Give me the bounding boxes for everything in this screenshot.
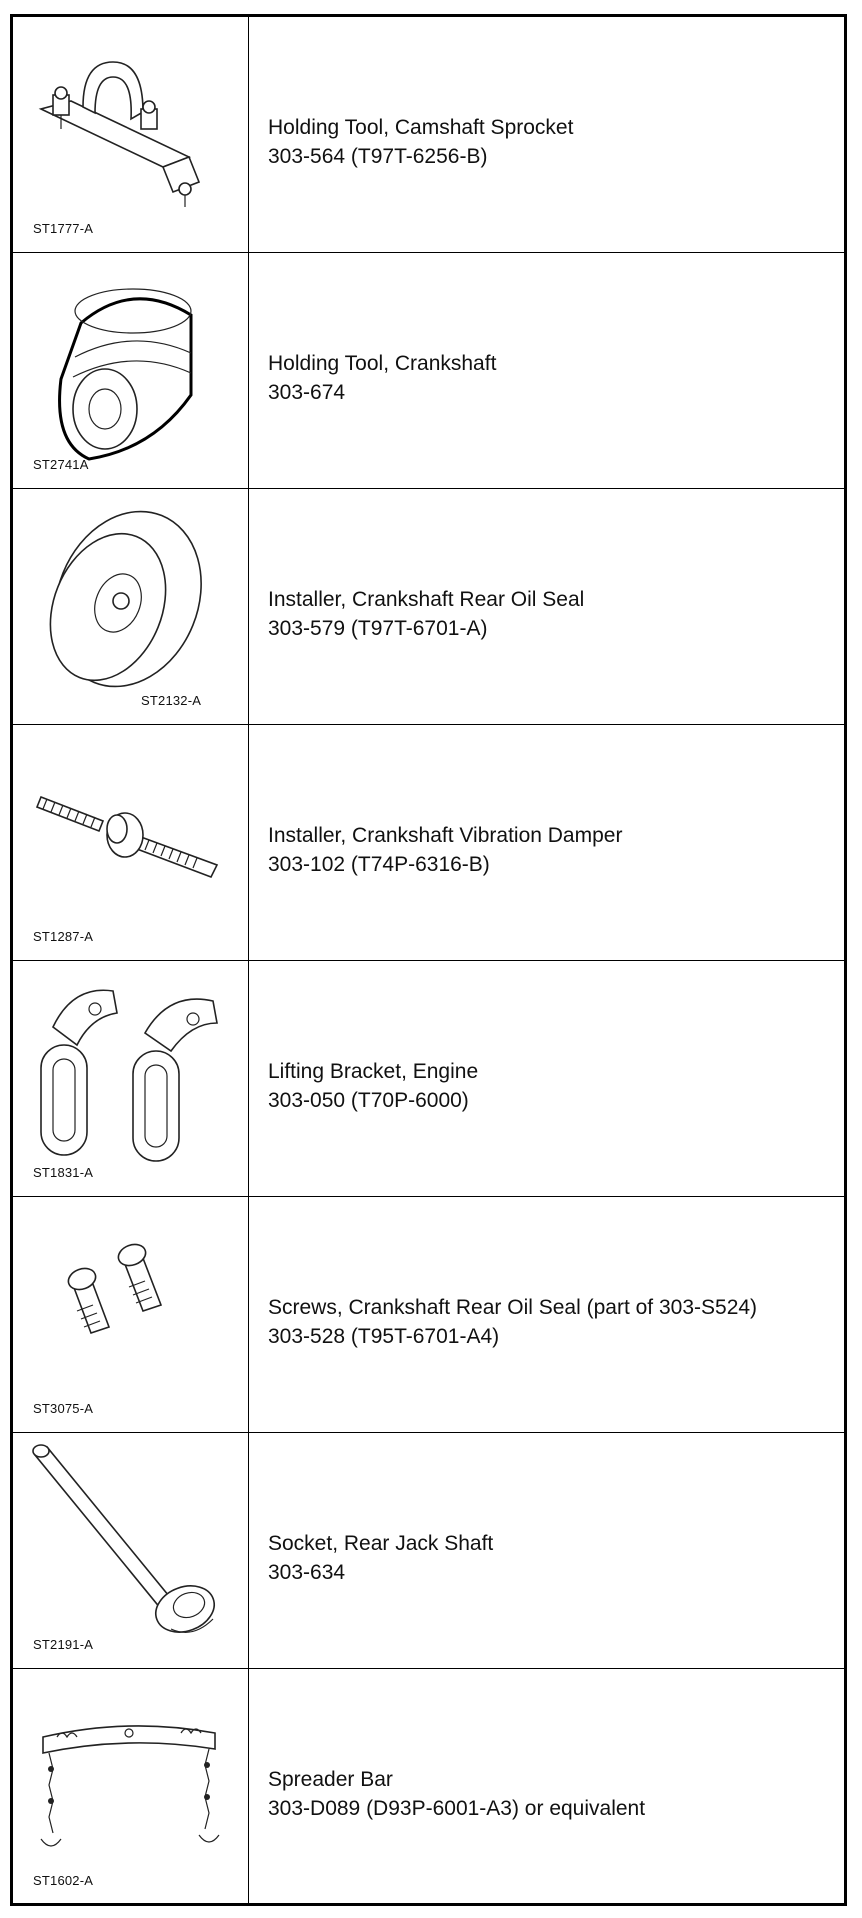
tool-name: Lifting Bracket, Engine [268,1060,479,1083]
table-row [13,253,844,489]
jack-shaft-socket-icon [13,1433,247,1667]
rear-oil-seal-installer-icon [13,489,247,723]
tool-description [268,1057,478,1115]
tool-name: Spreader Bar [268,1768,393,1791]
camshaft-sprocket-holding-tool-icon [13,17,247,251]
tool-illustration-cell [13,961,249,1196]
tool-code: ST1777-A [33,221,94,236]
tool-number: 303-564 (T97T-6256-B) [268,145,488,168]
tool-name: Holding Tool, Camshaft Sprocket [268,116,574,139]
tool-code: ST2132-A [141,693,202,708]
tool-illustration-cell [13,1669,249,1905]
table-row [13,961,844,1197]
table-row [13,1669,844,1905]
tool-code: ST2741A [33,457,89,472]
tool-illustration-cell [13,1197,249,1432]
tool-description [268,1765,645,1823]
tool-description [268,1529,493,1587]
oil-seal-screws-icon [13,1197,247,1431]
tool-code: ST1287-A [33,929,94,944]
tool-illustration-cell [13,725,249,960]
tool-number: 303-579 (T97T-6701-A) [268,617,488,640]
tool-number: 303-050 (T70P-6000) [268,1089,469,1112]
tool-code: ST2191-A [33,1637,94,1652]
tool-illustration-cell [13,489,249,724]
crankshaft-holding-tool-icon [13,253,247,487]
tool-name: Screws, Crankshaft Rear Oil Seal (part of 303-S524) [268,1296,758,1319]
special-tools-table [10,14,847,1906]
tool-number: 303-102 (T74P-6316-B) [268,853,490,876]
table-row [13,17,844,253]
tool-description [268,585,584,643]
table-row [13,489,844,725]
tool-code: ST1602-A [33,1873,94,1888]
tool-description [268,349,496,407]
tool-description [268,113,573,171]
tool-name: Installer, Crankshaft Vibration Damper [268,824,623,847]
engine-lifting-bracket-icon [13,961,247,1195]
table-row [13,725,844,961]
tool-description [268,821,622,879]
tool-illustration-cell [13,1433,249,1668]
tool-number: 303-674 [268,381,346,404]
tool-illustration-cell [13,253,249,488]
table-row [13,1433,844,1669]
table-row [13,1197,844,1433]
spreader-bar-icon [13,1669,247,1903]
tool-name: Socket, Rear Jack Shaft [268,1532,494,1555]
tool-description [268,1293,757,1351]
tool-number: 303-634 [268,1561,346,1584]
vibration-damper-installer-icon [13,725,247,959]
tool-number: 303-D089 (D93P-6001-A3) or equivalent [268,1797,646,1820]
tool-code: ST1831-A [33,1165,94,1180]
tool-illustration-cell [13,17,249,252]
tool-name: Installer, Crankshaft Rear Oil Seal [268,588,585,611]
tool-number: 303-528 (T95T-6701-A4) [268,1325,500,1348]
tool-name: Holding Tool, Crankshaft [268,352,497,375]
tool-code: ST3075-A [33,1401,94,1416]
